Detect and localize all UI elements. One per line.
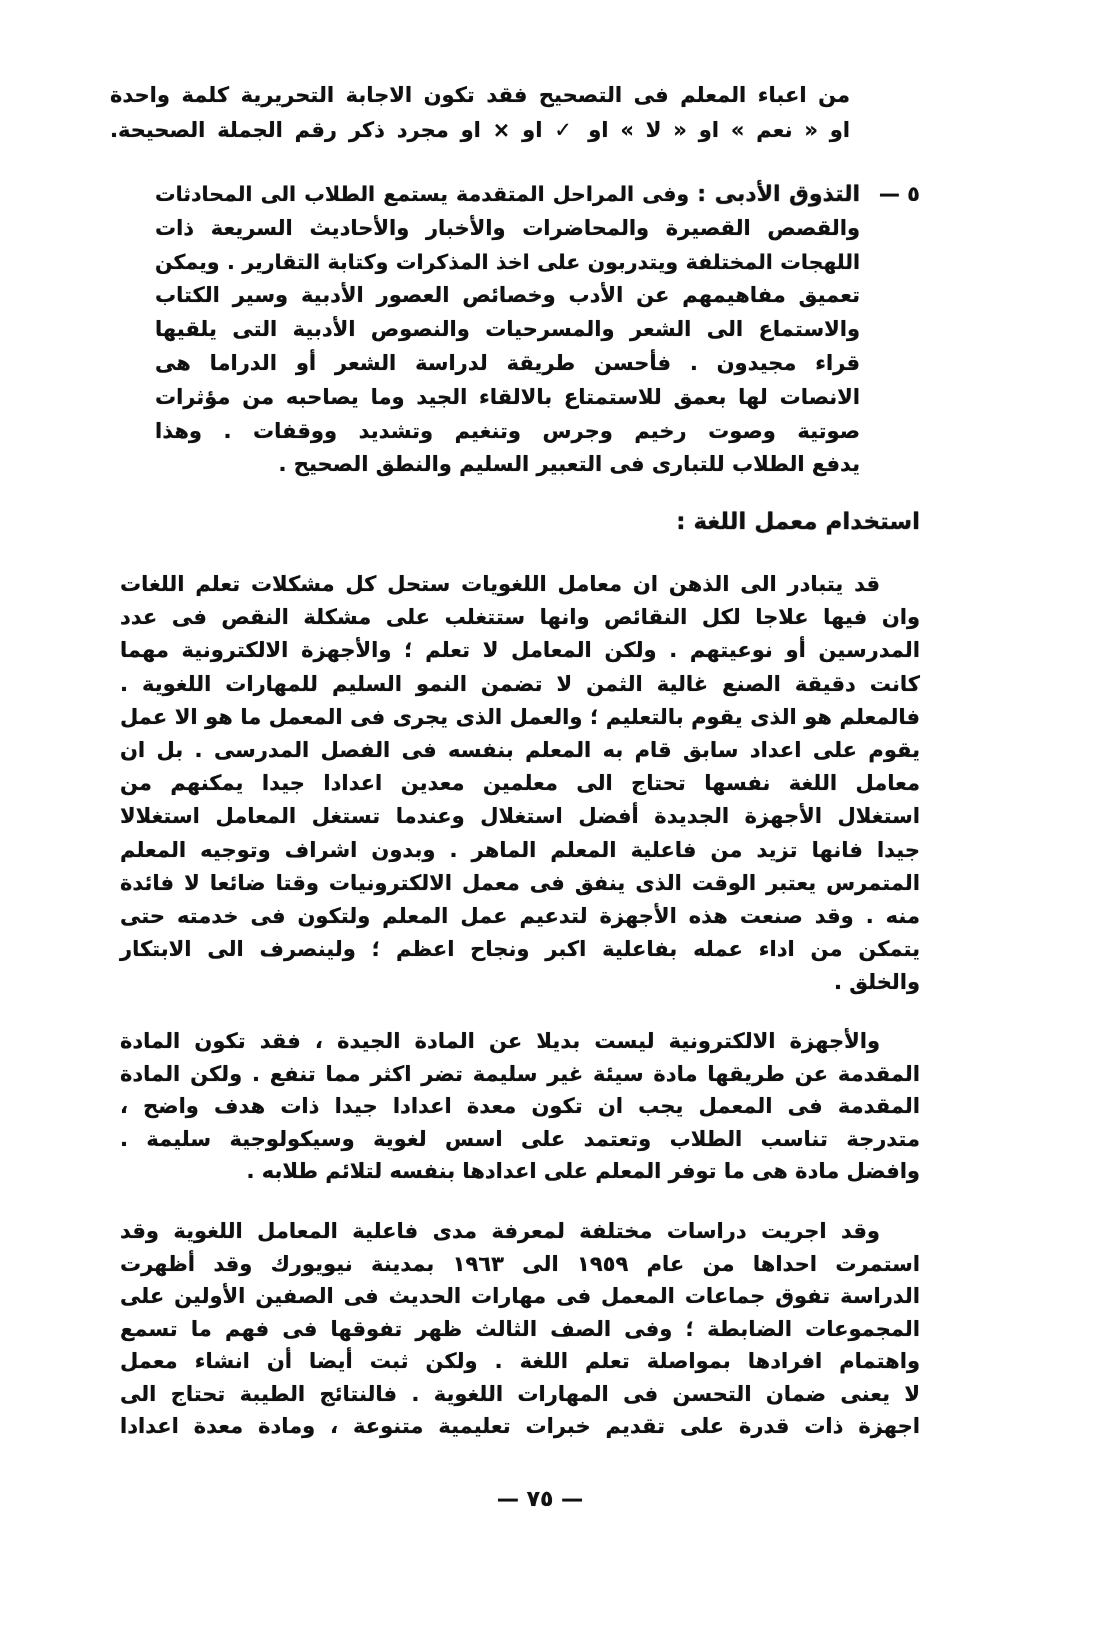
text-line: المدرسين أو نوعيتهم . ولكن المعامل لا تعلم ؛ والأجهزة الالكترونية مهما	[120, 638, 920, 663]
paragraph	[120, 1025, 920, 1188]
text-line: فالمعلم هو الذى يقوم بالتعليم ؛ والعمل الذى يجرى فى المعمل ما هو الا عمل	[120, 704, 920, 729]
text-line: يتمكن من اداء عمله بفاعلية اكبر ونجاح اعظم ؛ ولينصرف الى الابتكار	[120, 937, 920, 962]
text-line: المقدمة عن طريقها مادة سيئة غير سليمة تضر اكثر مما تنفع . ولكن المادة	[120, 1061, 920, 1086]
text-line: من اعباء المعلم فى التصحيح فقد تكون الاجابة التحريرية كلمة واحدة	[110, 83, 850, 107]
text-line: استغلال الأجهزة الجديدة أفضل استغلال وعندما تستغل المعامل استغلالا	[120, 804, 920, 829]
item-title: التذوق الأدبى :	[697, 182, 861, 207]
text-line: واهتمام افرادها بمواصلة تعلم اللغة . ولكن ثبت أيضا أن انشاء معمل	[120, 1349, 920, 1373]
text-line: متدرجة تناسب الطلاب وتعتمد على اسس لغوية وسيكولوجية سليمة .	[120, 1126, 920, 1151]
text-line: اللهجات المختلفة ويتدربون على اخذ المذكرات وكتابة التقارير . ويمكن	[155, 249, 860, 274]
text-line: المتمرس يعتبر الوقت الذى ينفق فى معمل الالكترونيات وقتا ضائعا لا فائدة	[120, 870, 920, 895]
text-line: قد يتبادر الى الذهن ان معامل اللغويات ستحل كل مشكلات تعلم اللغات	[120, 572, 880, 596]
paragraph	[120, 1215, 920, 1443]
text-line: صوتية وصوت رخيم وجرس وتنغيم وتشديد ووقفات . وهذا	[155, 418, 860, 443]
text-line: منه . وقد صنعت هذه الأجهزة لتدعيم عمل المعلم ولتكون فى خدمته حتى	[120, 904, 920, 929]
text-line: استمرت احداها من عام ١٩٥٩ الى ١٩٦٣ بمدينة نيويورك وقد أظهرت	[120, 1251, 921, 1276]
text-line: وافضل مادة هى ما توفر المعلم على اعدادها بنفسه لتلائم طلابه .	[246, 1159, 920, 1184]
text-line: او « نعم » او « لا » او ✓ او × او مجرد ذكر رقم الجملة الصحيحة.	[110, 118, 850, 142]
section-heading: استخدام معمل اللغة :	[676, 509, 920, 535]
text-line: المقدمة فى المعمل يجب ان تكون معدة اعدادا جيدا ذات هدف واضح ،	[120, 1094, 920, 1119]
text-line: اجهزة ذات قدرة على تقديم خبرات تعليمية متنوعة ، ومادة معدة اعدادا	[120, 1414, 920, 1438]
text-line: وقد اجريت دراسات مختلفة لمعرفة مدى فاعلية المعامل اللغوية وقد	[120, 1219, 880, 1243]
text-line: الانصات لها بعمق للاستمتاع بالالقاء الجيد وما يصاحبه من مؤثرات	[155, 384, 860, 409]
text-line: والخلق .	[833, 970, 920, 995]
text-line: قراء مجيدون . فأحسن طريقة لدراسة الشعر أو الدراما هى	[155, 350, 860, 375]
list-item-literary-appreciation	[155, 178, 860, 482]
list-marker: ٥ —	[878, 182, 920, 206]
text-line: تعميق مفاهيمهم عن الأدب وخصائص العصور الأدبية وسير الكتاب	[155, 283, 860, 308]
text-line: والقصص القصيرة والمحاضرات والأخبار والأحاديث السريعة ذات	[155, 215, 860, 240]
paragraph	[120, 568, 920, 1000]
text-line: يدفع الطلاب للتبارى فى التعبير السليم والنطق الصحيح .	[278, 452, 860, 477]
continued-paragraph	[110, 78, 850, 148]
text-line: الدراسة تفوق جماعات المعمل فى مهارات الحديث فى الصفين الأولين على	[120, 1284, 920, 1308]
text-line: لا يعنى ضمان التحسن فى المهارات اللغوية . فالنتائج الطيبة تحتاج الى	[120, 1381, 920, 1406]
text-line	[155, 178, 860, 212]
text-line: معامل اللغة نفسها تحتاج الى معلمين معدين اعدادا جيدا يمكنهم من	[120, 771, 920, 796]
text-line: جيدا فانها تزيد من فاعلية المعلم الماهر . وبدون اشراف وتوجيه المعلم	[120, 837, 920, 862]
text-line: وان فيها علاجا لكل النقائص وانها ستتغلب على مشكلة النقص فى عدد	[120, 605, 920, 630]
text-line: المجموعات الضابطة ؛ وفى الصف الثالث ظهر تفوقها فى فهم ما تسمع	[120, 1316, 920, 1341]
text-line: والأجهزة الالكترونية ليست بديلا عن المادة الجيدة ، فقد تكون المادة	[120, 1029, 880, 1053]
item-text: وفى المراحل المتقدمة يستمع الطلاب الى المحادثات	[155, 182, 690, 206]
page-number: — ٧٥ —	[496, 1487, 584, 1512]
text-line: يقوم على اعداد سابق قام به المعلم بنفسه فى الفصل المدرسى . بل ان	[120, 738, 920, 763]
text-line: والاستماع الى الشعر والمسرحيات والنصوص الأدبية التى يلقيها	[155, 317, 860, 342]
text-line: كانت دقيقة الصنع غالية الثمن لا تضمن النمو السليم للمهارات اللغوية .	[120, 671, 920, 696]
